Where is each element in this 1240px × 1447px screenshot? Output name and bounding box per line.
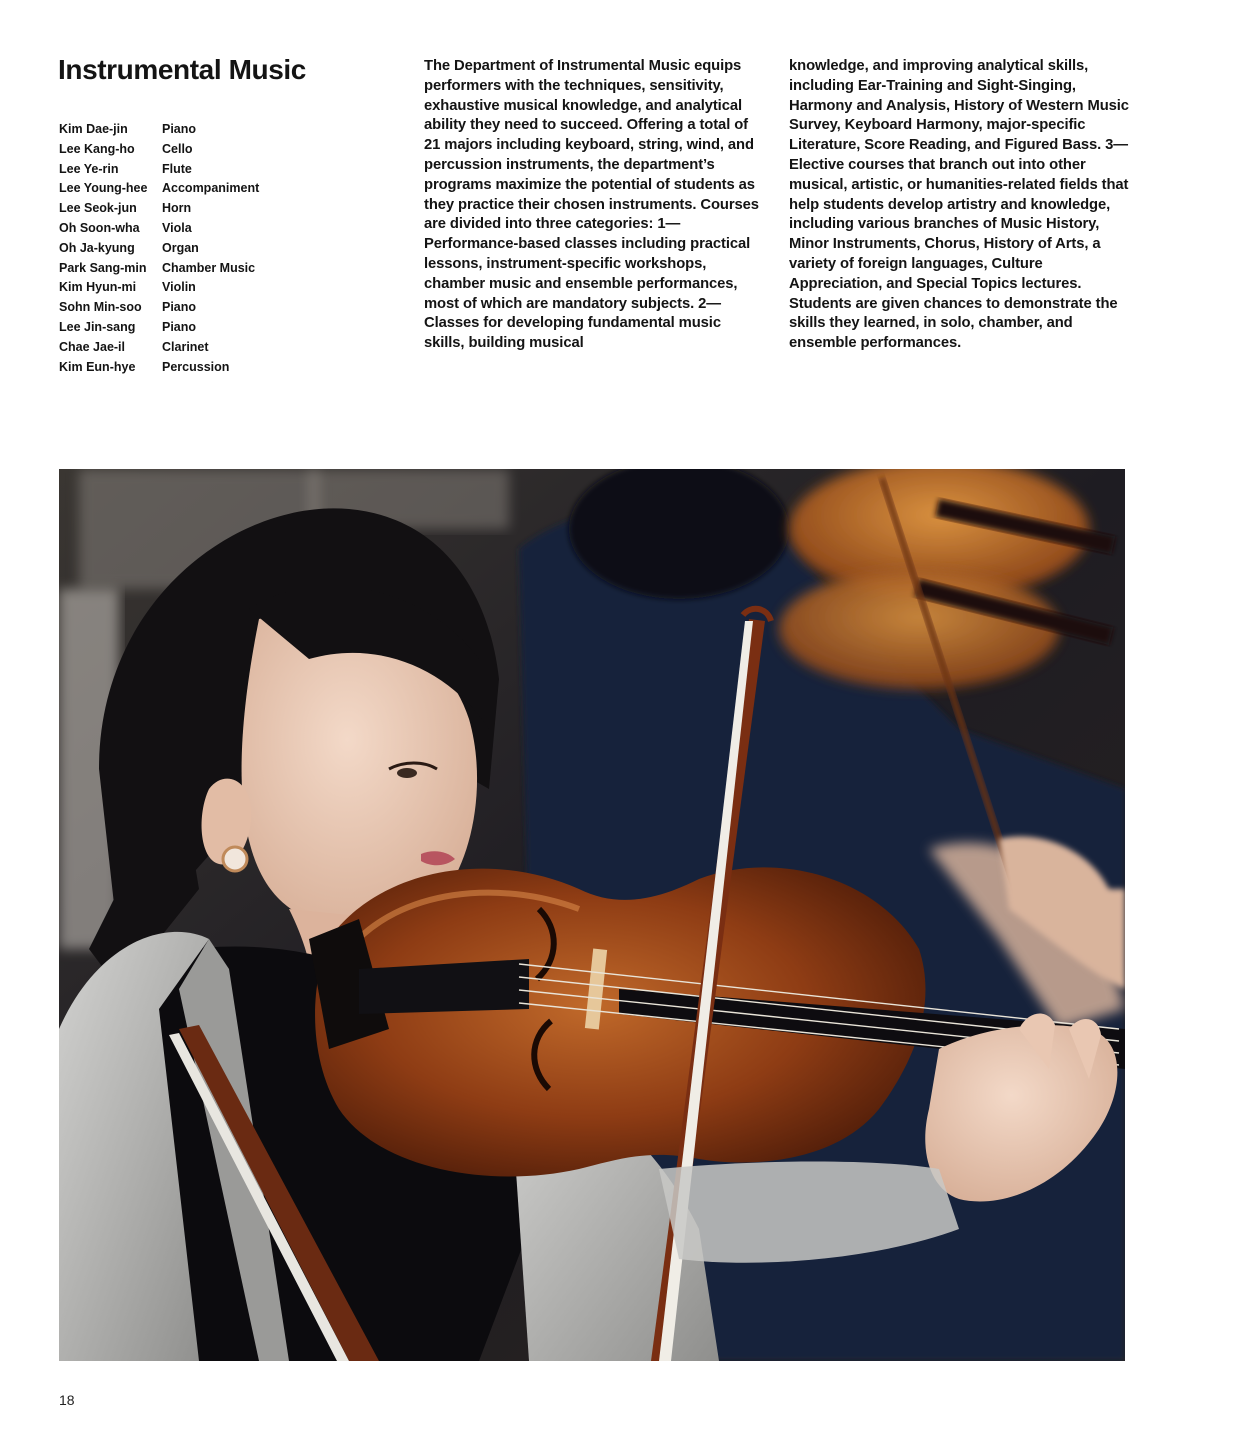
body-text-column-1: The Department of Instrumental Music equips performers with the techniques, sensitivity, exhaustive musical knowledge, and analytical ability they need to succeed. Offering a total of 21 majors including keyboard, string, wind, and percussion instruments, the department’s programs maximize the potential of students as they practice their chosen instruments. Courses are divided into three categories: 1—Performance-based classes including practical lessons, instrument-specific workshops, chamber music and ensemble performances, most of which are mandatory subjects. 2—Classes for developing fundamental music skills, building musical (424, 58, 759, 352)
faculty-instrument: Clarinet (162, 339, 209, 354)
faculty-name: Lee Kang-ho (59, 141, 135, 156)
page-title: Instrumental Music (58, 54, 306, 85)
faculty-row (59, 160, 339, 180)
faculty-list (59, 120, 339, 377)
faculty-row (59, 219, 339, 239)
faculty-row (59, 298, 339, 318)
faculty-instrument: Percussion (162, 359, 230, 374)
faculty-name: Lee Ye-rin (59, 161, 119, 176)
faculty-row (59, 140, 339, 160)
faculty-row (59, 259, 339, 279)
faculty-name: Lee Seok-jun (59, 201, 137, 216)
faculty-row (59, 120, 339, 140)
faculty-name: Kim Hyun-mi (59, 280, 137, 295)
faculty-name: Lee Young-hee (59, 181, 148, 196)
faculty-name: Chae Jae-il (59, 339, 126, 354)
faculty-instrument: Piano (162, 122, 197, 136)
faculty-instrument: Flute (162, 161, 192, 176)
page-number: 18 (59, 1392, 75, 1408)
faculty-instrument: Organ (162, 240, 199, 255)
faculty-row (59, 278, 339, 298)
faculty-name: Oh Soon-wha (59, 220, 140, 235)
faculty-row (59, 199, 339, 219)
faculty-instrument: Accompaniment (162, 181, 260, 196)
violinist-photo (59, 469, 1125, 1361)
faculty-instrument: Viola (162, 220, 192, 235)
faculty-instrument: Violin (162, 280, 196, 295)
faculty-row (59, 239, 339, 259)
faculty-instrument: Cello (162, 141, 193, 156)
faculty-row (59, 318, 339, 338)
faculty-row (59, 358, 339, 378)
faculty-name: Sohn Min-soo (59, 300, 142, 315)
faculty-name: Kim Eun-hye (59, 359, 136, 374)
faculty-instrument: Piano (162, 319, 197, 334)
faculty-instrument: Horn (162, 201, 192, 216)
faculty-instrument: Chamber Music (162, 260, 256, 275)
faculty-row (59, 338, 339, 358)
faculty-row (59, 179, 339, 199)
faculty-name: Oh Ja-kyung (59, 240, 135, 255)
faculty-name: Park Sang-min (59, 260, 147, 275)
faculty-instrument: Piano (162, 300, 197, 315)
body-text-column-2: knowledge, and improving analytical skills, including Ear-Training and Sight-Singing, Harmony and Analysis, History of Western Music Survey, Keyboard Harmony, major-specific Literature, Score Reading, and Figured Bass. 3—Elective courses that branch out into other musical, artistic, or humanities-related fields that help students develop artistry and knowledge, including various branches of Music History, Minor Instruments, Chorus, History of Arts, a variety of foreign languages, Culture Appreciation, and Special Topics lectures. Students are given chances to demonstrate the skills they learned, in solo, chamber, and ensemble performances. (789, 58, 1129, 352)
faculty-name: Lee Jin-sang (59, 319, 136, 334)
faculty-name: Kim Dae-jin (59, 122, 128, 136)
